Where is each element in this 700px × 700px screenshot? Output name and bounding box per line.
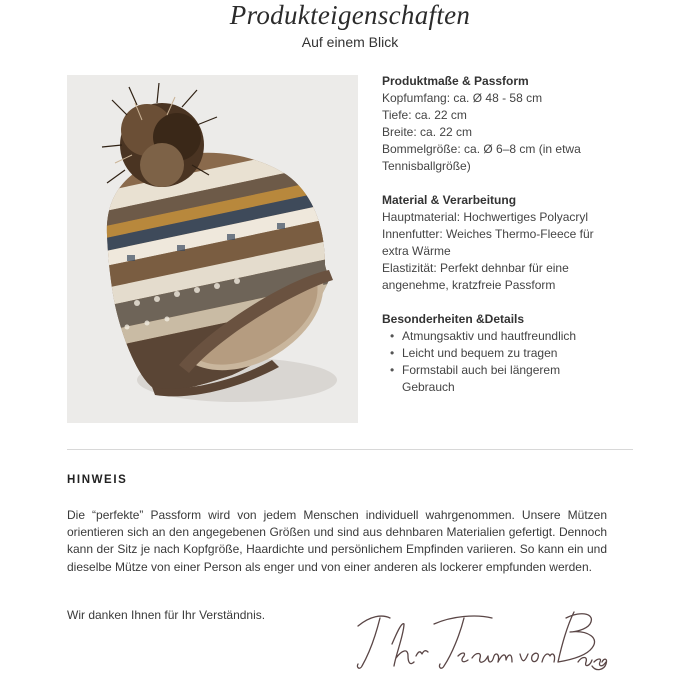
dimension-line: Tennisballgröße) bbox=[382, 159, 471, 173]
feature-item: • Formstabil auch bei längerem bbox=[402, 362, 632, 379]
material-line: Innenfutter: Weiches Thermo-Fleece für bbox=[382, 227, 594, 241]
product-photo bbox=[67, 75, 358, 423]
features-heading: Besonderheiten &Details bbox=[382, 312, 525, 326]
section-divider bbox=[67, 449, 633, 450]
product-specs bbox=[382, 73, 632, 396]
signature bbox=[352, 604, 612, 678]
note-body bbox=[67, 507, 607, 576]
dimension-line: Breite: ca. 22 cm bbox=[382, 125, 473, 139]
material-line: Elastizität: Perfekt dehnbar für eine bbox=[382, 261, 569, 275]
dimension-line: Bommelgröße: ca. Ø 6–8 cm (in etwa bbox=[382, 142, 581, 156]
material-line: extra Wärme bbox=[382, 244, 451, 258]
note-heading: HINWEIS bbox=[67, 474, 128, 486]
page-title: Produkteigenschaften bbox=[229, 0, 471, 30]
material-heading: Material & Verarbeitung bbox=[382, 193, 517, 207]
material-line: angenehme, kratzfreie Passform bbox=[382, 278, 556, 292]
dimension-line: Tiefe: ca. 22 cm bbox=[382, 108, 467, 122]
dimension-line: Kopfumfang: ca. Ø 48 - 58 cm bbox=[382, 91, 543, 105]
note-paragraph: Die “perfekte” Passform wird von jedem Menschen individuell wahrgenommen. Unsere Mützen orientieren sich an den angegebenen Größen und sind aus dehnbaren Materialien gefertigt. Dennoch kann der Sitz je nach Kopfgröße, Haardichte und persönlichem Empfinden variieren. So kann ein und dieselbe Mütze von einer Person als enger und von einer anderen als lockerer empfunden werden. bbox=[67, 508, 607, 574]
dimensions-heading: Produktmaße & Passform bbox=[382, 74, 529, 88]
beanie-hat-icon bbox=[67, 75, 358, 423]
feature-item-continuation: Gebrauch bbox=[402, 380, 455, 394]
feature-item: • Atmungsaktiv und hautfreundlich bbox=[402, 328, 632, 345]
features-list bbox=[382, 328, 632, 379]
feature-item: • Leicht und bequem zu tragen bbox=[402, 345, 632, 362]
thanks-text: Wir danken Ihnen für Ihr Verständnis. bbox=[67, 608, 266, 622]
handwritten-signature-icon bbox=[352, 604, 612, 678]
material-line: Hauptmaterial: Hochwertiges Polyacryl bbox=[382, 210, 589, 224]
page-subtitle: Auf einem Blick bbox=[301, 34, 399, 50]
